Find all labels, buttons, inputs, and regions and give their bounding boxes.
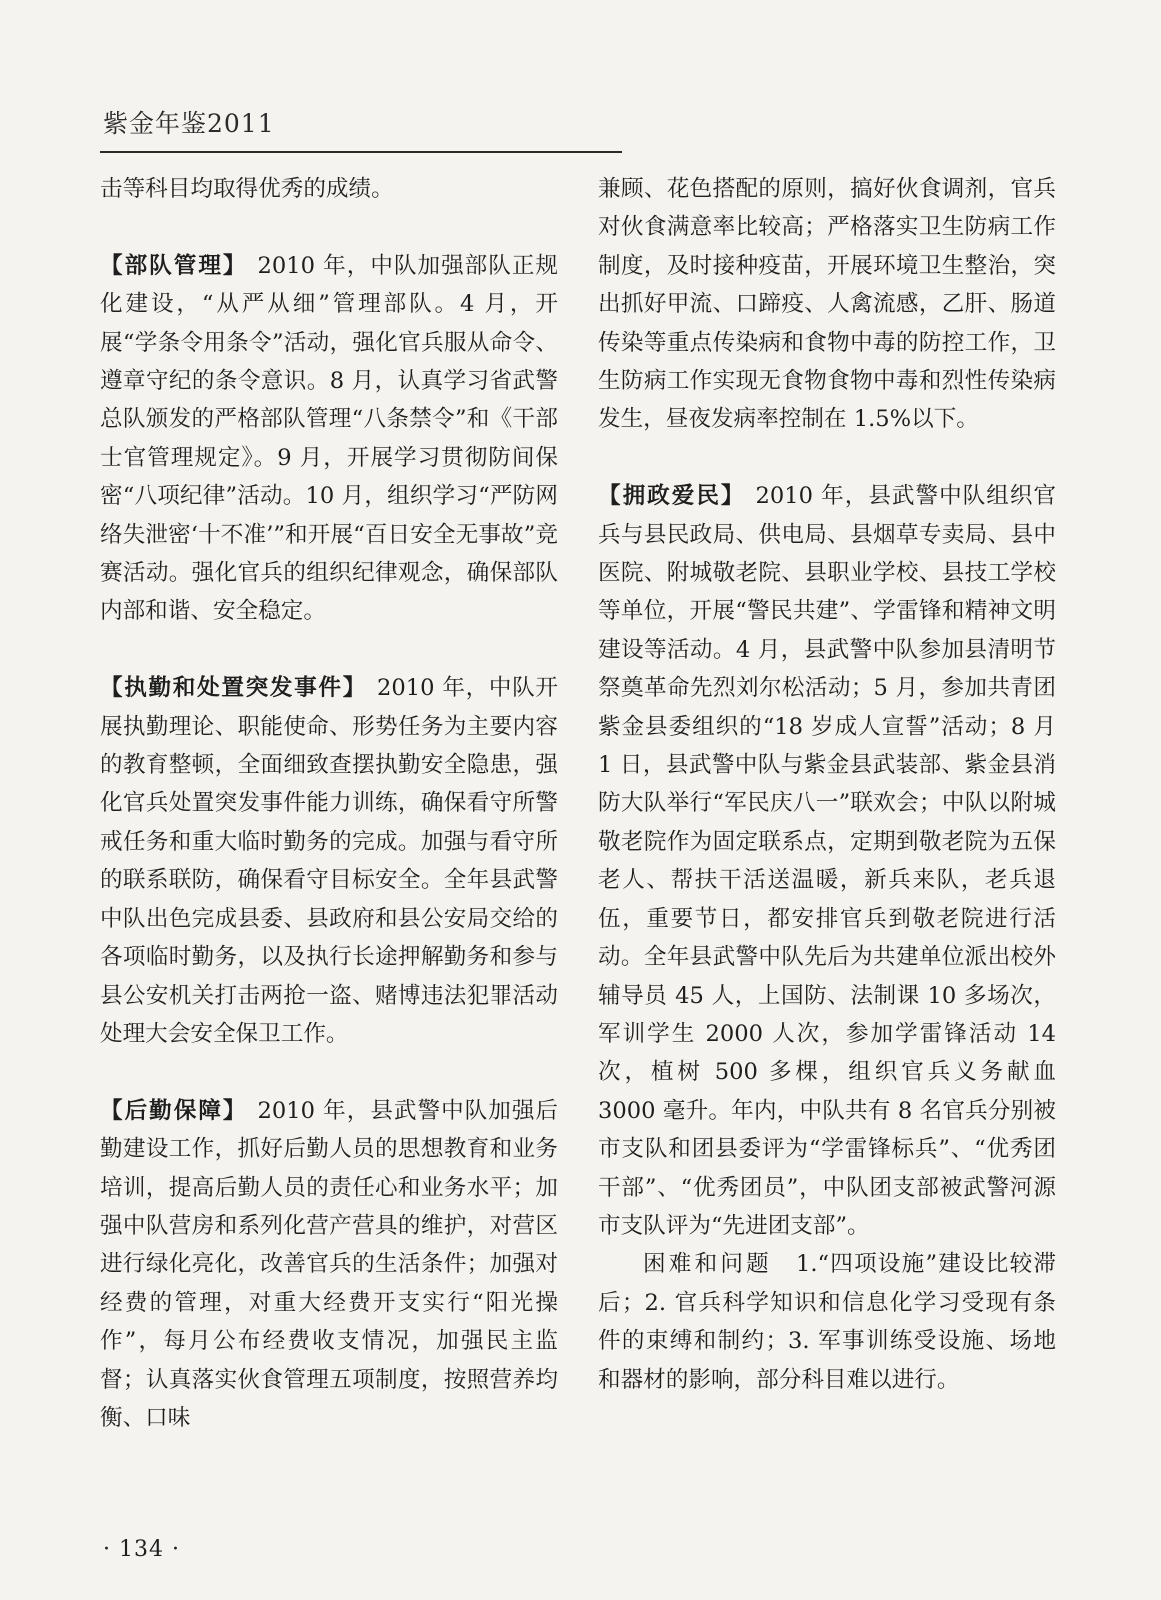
- section-body: 2010 年，中队开展执勤理论、职能使命、形势任务为主要内容的教育整顿，全面细致查摆执勤安全隐患，强化官兵处置突发事件能力训练，确保看守所警戒任务和重大临时勤务的完成。加强与看守所的联系联防，确保看守目标安全。全年县武警中队出色完成县委、县政府和县公安局交给的各项临时勤务，以及执行长途押解勤务和参与县公安机关打击两抢一盗、赌博违法犯罪活动处理大会安全保卫工作。: [100, 675, 558, 1047]
- section-subheading: 困难和问题: [643, 1251, 772, 1278]
- left-column: [100, 170, 558, 1437]
- section-logistics: [100, 1092, 558, 1438]
- section-body: 1.“四项设施”建设比较滞后；2. 官兵科学知识和信息化学习受现有条件的束缚和制约；3. 军事训练受设施、场地和器材的影响，部分科目难以进行。: [598, 1251, 1056, 1393]
- continued-paragraph: [598, 170, 1056, 439]
- section-heading: 【后勤保障】: [100, 1097, 248, 1124]
- section-body: 2010 年，县武警中队组织官兵与县民政局、供电局、县烟草专卖局、县中医院、附城敬老院、县职业学校、县技工学校等单位，开展“警民共建”、学雷锋和精神文明建设等活动。4 月，县武警中队参加县清明节祭奠革命先烈刘尔松活动；5 月，参加共青团紫金县委组织的“18 岁成人宣誓”活动；8 月 1 日，县武警中队与紫金县武装部、紫金县消防大队举行“军民庆八一”联欢会；中队以附城敬老院作为固定联系点，定期到敬老院为五保老人、帮扶干活送温暖，新兵来队，老兵退伍，重要节日，都安排官兵到敬老院进行活动。全年县武警中队先后为共建单位派出校外辅导员 45 人，上国防、法制课 10 多场次，军训学生 2000 人次，参加学雷锋活动 14 次，植树 500 多棵，组织官兵义务献血 3000 毫升。年内，中队共有 8 名官兵分别被市支队和团县委评为“学雷锋标兵”、“优秀团干部”、“优秀团员”，中队团支部被武警河源市支队评为“先进团支部”。: [598, 483, 1057, 1239]
- section-troop-management: [100, 247, 558, 631]
- page-number: · 134 ·: [103, 1537, 180, 1562]
- header-rule: [100, 151, 622, 153]
- section-body: 2010 年，中队加强部队正规化建设，“从严从细”管理部队。4 月，开展“学条令用条令”活动，强化官兵服从命令、遵章守纪的条令意识。8 月，认真学习省武警总队颁发的严格部队管理“八条禁令”和《干部士官管理规定》。9 月，开展学习贯彻防间保密“八项纪律”活动。10 月，组织学习“严防网络失泄密‘十不准’”和开展“百日安全无事故”竞赛活动。强化官兵的组织纪律观念，确保部队内部和谐、安全稳定。: [100, 252, 559, 625]
- section-support-government: [598, 477, 1056, 1245]
- continued-paragraph: [100, 170, 558, 208]
- section-body: 2010 年，县武警中队加强后勤建设工作，抓好后勤人员的思想教育和业务培训，提高后勤人员的责任心和业务水平；加强中队营房和系列化营产营具的维护，对营区进行绿化亮化，改善官兵的生活条件；加强对经费的管理，对重大经费开支实行“阳光操作”，每月公布经费收支情况，加强民主监督；认真落实伙食管理五项制度，按照营养均衡、口味: [100, 1097, 559, 1431]
- section-duty-emergency: [100, 669, 558, 1053]
- section-heading: 【部队管理】: [100, 252, 248, 279]
- running-title: 紫金年鉴2011: [103, 109, 275, 138]
- section-difficulties: [598, 1245, 1056, 1399]
- paragraph-text: 兼顾、花色搭配的原则，搞好伙食调剂，官兵对伙食满意率比较高；严格落实卫生防病工作制度，及时接种疫苗，开展环境卫生整治，突出抓好甲流、口蹄疫、人禽流感，乙肝、肠道传染等重点传染病和食物中毒的防控工作，卫生防病工作实现无食物食物中毒和烈性传染病发生，昼夜发病率控制在 1.5%以下。: [598, 176, 1056, 433]
- section-heading: 【执勤和处置突发事件】: [100, 675, 367, 702]
- right-column: [598, 170, 1056, 1399]
- paragraph-text: 击等科目均取得优秀的成绩。: [100, 176, 394, 202]
- section-heading: 【拥政爱民】: [598, 483, 746, 510]
